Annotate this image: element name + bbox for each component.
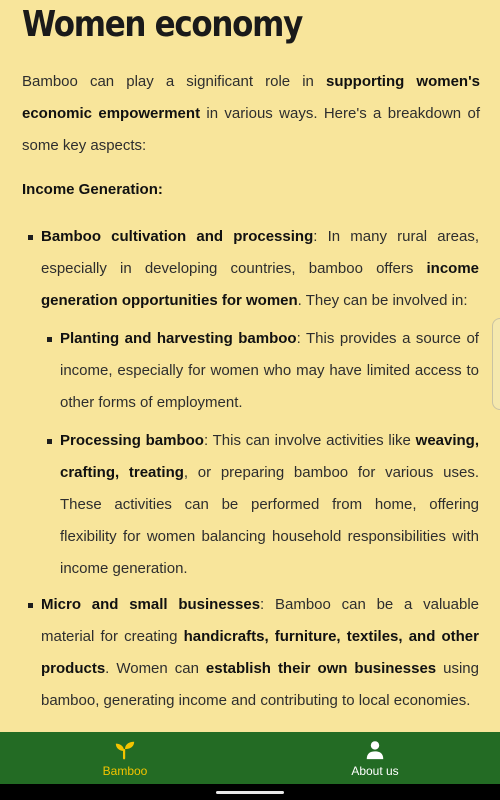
- nav-item-bamboo[interactable]: [0, 732, 250, 784]
- nav-label: About us: [351, 763, 399, 778]
- bullet-marker: [28, 235, 33, 240]
- nav-item-about-us[interactable]: [250, 732, 500, 784]
- page-title: Women economy: [22, 4, 302, 45]
- scroll-handle[interactable]: [492, 318, 500, 410]
- nav-label: Bamboo: [102, 763, 148, 778]
- list-item-processing-bamboo: Processing bamboo: This can involve activities like weaving, crafting, treating, or preparing bamboo for various uses. These activities can be performed from home, offering flexibility for women balancing household responsibilities with income generation.: [60, 432, 480, 577]
- list-item-planting-harvesting: Planting and harvesting bamboo: This provides a source of income, especially for women who may have limited access to other forms of employment.: [60, 330, 479, 411]
- system-navigation-bar: [0, 784, 500, 800]
- bullet-marker: [47, 337, 52, 342]
- bullet-marker: [28, 603, 33, 608]
- bullet-marker: [47, 439, 52, 444]
- home-indicator[interactable]: [216, 791, 284, 794]
- person-icon: [364, 739, 386, 761]
- list-item-micro-small-businesses: Micro and small businesses: Bamboo can be a valuable material for creating handicrafts, furniture, textiles, and other products. Women can establish their own businesses using bamboo, generating income and contributing to local economies.: [41, 596, 479, 709]
- intro-paragraph: Bamboo can play a significant role in supporting women's economic empowerment in various ways. Here's a breakdown of some key aspects:: [22, 73, 480, 154]
- bottom-navigation-bar: [0, 732, 500, 784]
- sprout-icon: [114, 739, 136, 761]
- income-generation-heading: Income Generation:: [22, 181, 163, 198]
- list-item-bamboo-cultivation: Bamboo cultivation and processing: In many rural areas, especially in developing countries, bamboo offers income generation opportunities for women. They can be involved in:: [41, 228, 479, 309]
